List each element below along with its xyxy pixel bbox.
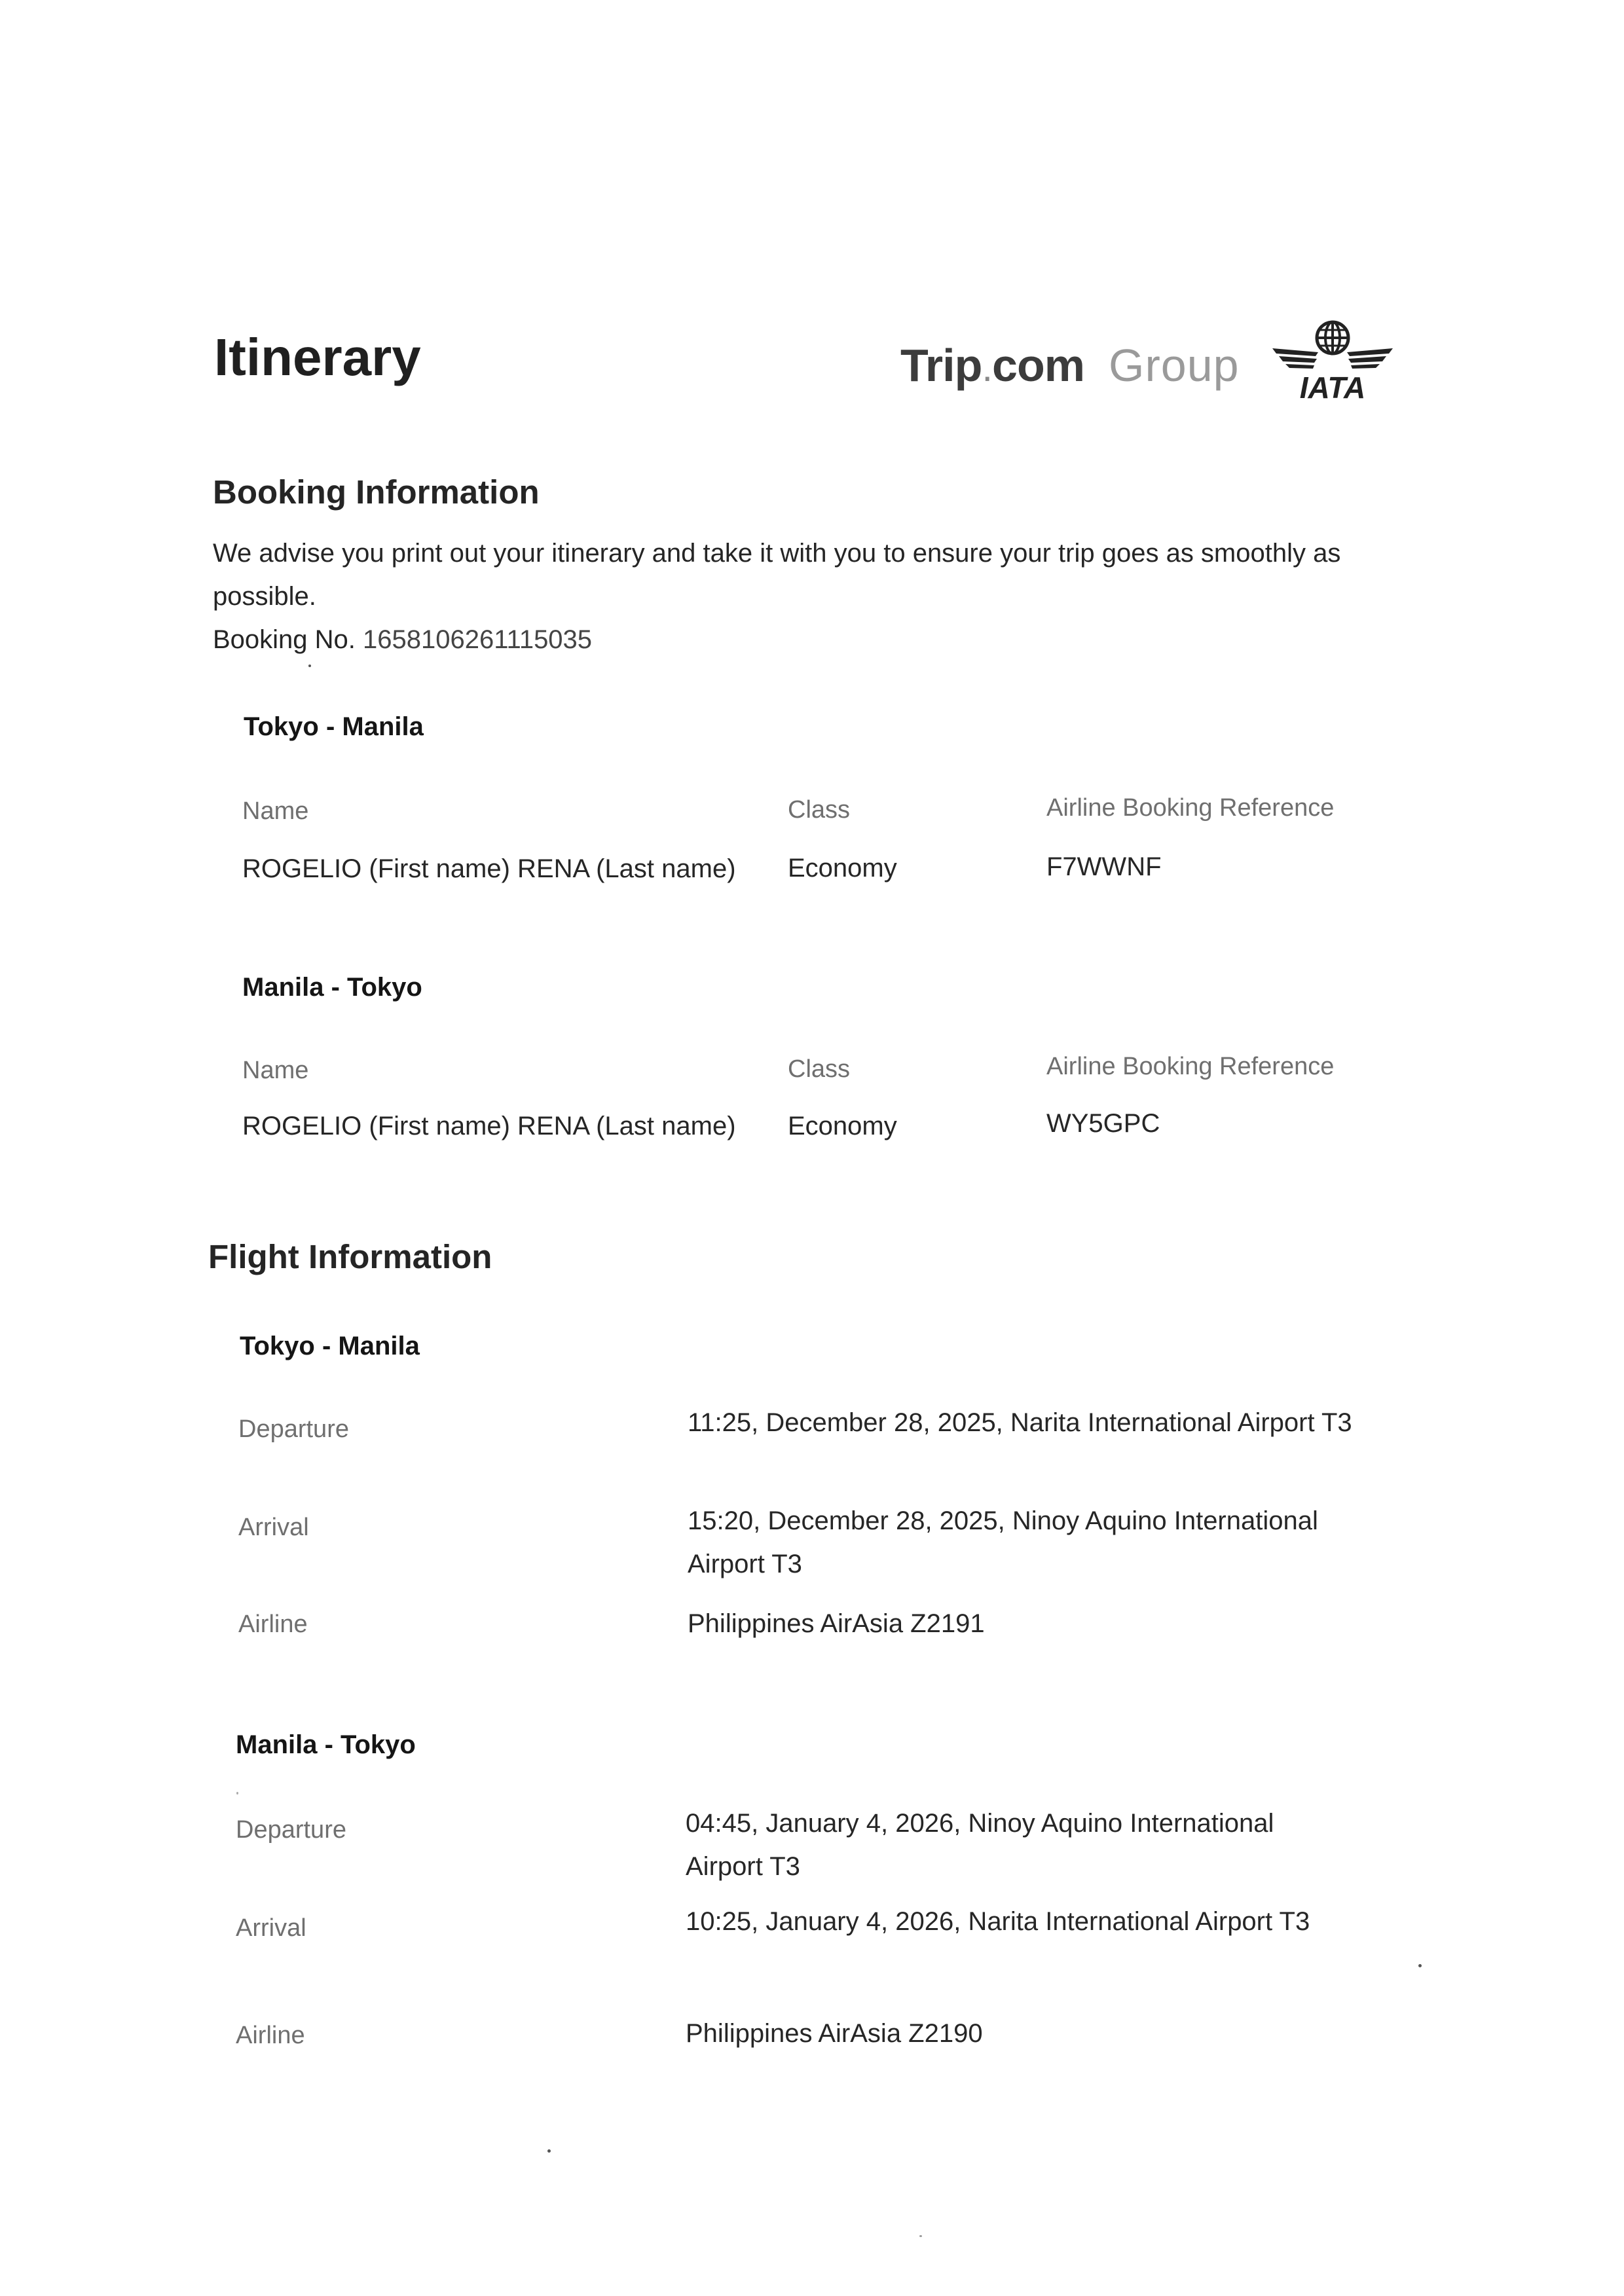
flight-airline-1: Philippines AirAsia Z2191 <box>688 1609 985 1638</box>
booking-heading: Booking Information <box>213 473 540 511</box>
scan-speck <box>236 1792 238 1795</box>
iata-logo-icon <box>1267 314 1398 406</box>
flight-arrival-2: 10:25, January 4, 2026, Narita International Airport T3 <box>686 1907 1310 1936</box>
booking-class-1: Economy <box>788 854 897 883</box>
page-title: Itinerary <box>214 328 421 386</box>
scan-speck <box>1418 1964 1422 1967</box>
flight-route-1: Tokyo - Manila <box>240 1332 420 1360</box>
trip-logo-group: Group <box>1109 340 1240 391</box>
flight-departure-label-2: Departure <box>236 1816 346 1844</box>
flight-arrival-label-1: Arrival <box>238 1514 309 1541</box>
trip-logo-com: com <box>992 340 1084 391</box>
booking-reference-header-1: Airline Booking Reference <box>1046 794 1335 822</box>
flight-route-2: Manila - Tokyo <box>236 1730 416 1759</box>
flight-departure-1: 11:25, December 28, 2025, Narita International Airport T3 <box>688 1408 1352 1437</box>
booking-reference-1: F7WWNF <box>1046 852 1162 881</box>
booking-advice: We advise you print out your itinerary and take it with you to ensure your trip goes as smoothly as possible. <box>213 539 1341 611</box>
flight-airline-2: Philippines AirAsia Z2190 <box>686 2019 983 2048</box>
trip-logo-dot: . <box>982 346 993 390</box>
booking-class-2: Economy <box>788 1112 897 1140</box>
booking-reference-2: WY5GPC <box>1046 1109 1160 1138</box>
scan-speck <box>547 2149 551 2153</box>
booking-number-line <box>213 618 592 661</box>
flight-airline-label-2: Airline <box>236 2022 305 2049</box>
booking-route-1: Tokyo - Manila <box>244 712 424 741</box>
trip-com-logo <box>900 339 1084 392</box>
flight-airline-label-1: Airline <box>238 1611 308 1638</box>
flight-departure-label-1: Departure <box>238 1415 349 1443</box>
booking-number-label: Booking No. <box>213 625 356 654</box>
booking-passenger-name-2: ROGELIO (First name) RENA (Last name) <box>242 1112 736 1140</box>
scan-speck <box>308 665 311 667</box>
iata-logo-text: IATA <box>1299 371 1366 405</box>
flight-arrival-1: 15:20, December 28, 2025, Ninoy Aquino International Airport T3 <box>688 1506 1318 1578</box>
booking-route-2: Manila - Tokyo <box>242 973 422 1002</box>
booking-name-header-1: Name <box>242 797 309 825</box>
booking-reference-header-2: Airline Booking Reference <box>1046 1053 1335 1080</box>
flight-arrival-label-2: Arrival <box>236 1914 306 1942</box>
trip-logo-word: Trip <box>900 340 982 391</box>
booking-class-header-2: Class <box>788 1055 851 1083</box>
flight-heading: Flight Information <box>208 1238 492 1275</box>
booking-number: 1658106261115035 <box>363 625 593 654</box>
scan-speck <box>919 2235 922 2237</box>
booking-class-header-1: Class <box>788 796 851 824</box>
booking-name-header-2: Name <box>242 1057 309 1084</box>
header-logos <box>900 314 1398 406</box>
booking-passenger-name-1: ROGELIO (First name) RENA (Last name) <box>242 854 736 883</box>
flight-departure-2: 04:45, January 4, 2026, Ninoy Aquino International Airport T3 <box>686 1809 1274 1881</box>
